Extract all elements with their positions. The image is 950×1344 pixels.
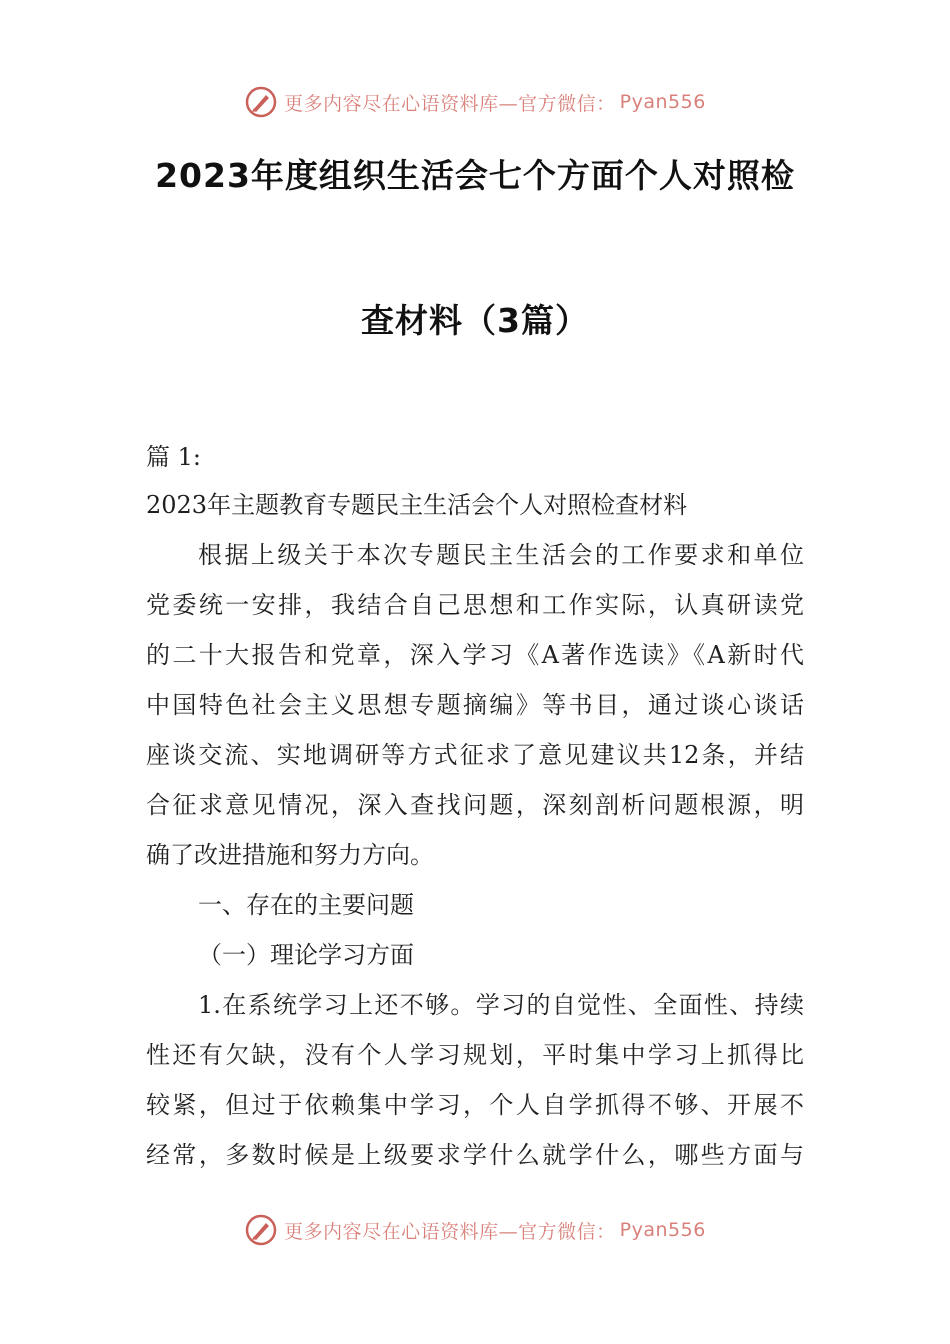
pen-logo-icon bbox=[244, 85, 278, 119]
watermark-banner-top bbox=[0, 82, 950, 122]
watermark-text: 更多内容尽在心语资料库—官方微信： bbox=[284, 92, 616, 115]
paragraph-line: 座谈交流、实地调研等方式征求了意见建议共12条，并结 bbox=[146, 741, 804, 769]
paragraph-line: 合征求意见情况，深入查找问题，深刻剖析问题根源，明 bbox=[146, 791, 804, 819]
document-title-line1: 2023年度组织生活会七个方面个人对照检 bbox=[155, 156, 795, 195]
watermark-wechat-id: Pyan556 bbox=[619, 91, 706, 113]
paragraph-line: 的二十大报告和党章，深入学习《A著作选读》《A新时代 bbox=[146, 641, 804, 669]
section-heading: 一、存在的主要问题 bbox=[198, 891, 414, 919]
paragraph-line: 确了改进措施和努力方向。 bbox=[146, 841, 434, 869]
document-subtitle: 2023年主题教育专题民主生活会个人对照检查材料 bbox=[146, 491, 688, 519]
paragraph-line: 性还有欠缺，没有个人学习规划，平时集中学习上抓得比 bbox=[146, 1041, 804, 1069]
paragraph-line: 1.在系统学习上还不够。学习的自觉性、全面性、持续 bbox=[198, 991, 804, 1019]
document-title-line2: 查材料（3篇） bbox=[361, 301, 589, 340]
paragraph-line: 中国特色社会主义思想专题摘编》等书目，通过谈心谈话 bbox=[146, 691, 804, 719]
section-label: 篇 1: bbox=[146, 443, 201, 471]
subsection-heading: （一）理论学习方面 bbox=[198, 941, 414, 969]
watermark-text: 更多内容尽在心语资料库—官方微信： bbox=[284, 1220, 616, 1243]
paragraph-line: 根据上级关于本次专题民主生活会的工作要求和单位 bbox=[198, 541, 804, 569]
paragraph-line: 经常，多数时候是上级要求学什么就学什么，哪些方面与 bbox=[146, 1141, 804, 1169]
paragraph-line: 较紧，但过于依赖集中学习，个人自学抓得不够、开展不 bbox=[146, 1091, 804, 1119]
paragraph-line: 党委统一安排，我结合自己思想和工作实际，认真研读党 bbox=[146, 591, 804, 619]
watermark-wechat-id: Pyan556 bbox=[619, 1219, 706, 1241]
watermark-banner-bottom bbox=[0, 1210, 950, 1250]
pen-logo-icon bbox=[244, 1213, 278, 1247]
